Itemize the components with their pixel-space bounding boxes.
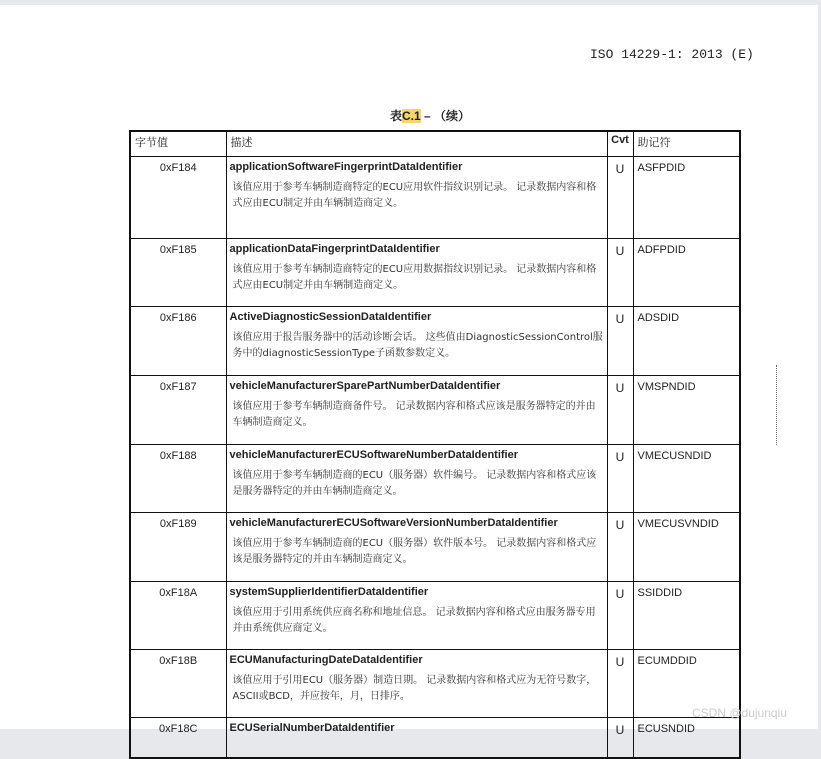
byte-value: 0xF185: [130, 239, 226, 307]
description-cell: [226, 650, 607, 718]
byte-value: 0xF184: [130, 157, 226, 239]
identifier-name: vehicleManufacturerSparePartNumberDataIdentifier: [229, 380, 501, 392]
table-row: [130, 376, 740, 445]
table-caption: [0, 107, 821, 124]
description-cell: [226, 376, 607, 445]
table-row: [130, 157, 740, 239]
description-cell: [226, 239, 607, 307]
identifier-name: ECUManufacturingDateDataIdentifier: [229, 654, 423, 666]
description-text: 该值应用于参考车辆制造商特定的ECU应用数据指纹识别记录。 记录数据内容和格式应由ECU制定并由车辆制造商定义。: [232, 264, 597, 291]
description-cell: [226, 513, 607, 582]
description-text: 该值应用于参考车辆制造商的ECU（服务器）软件编号。 记录数据内容和格式应该是服务器特定的并由车辆制造商定义。: [232, 470, 597, 497]
header-byte-value: 字节值: [130, 131, 226, 157]
scroll-marker: [776, 365, 779, 445]
identifier-name: applicationSoftwareFingerprintDataIdentifier: [229, 161, 463, 173]
cvt-value: U: [607, 307, 633, 376]
mnemonic: VMECUSNDID: [633, 445, 740, 513]
description-cell: [226, 582, 607, 650]
header-mnemonic: 助记符: [633, 131, 740, 157]
mnemonic: ECUMDDID: [633, 650, 740, 718]
byte-value: 0xF18C: [130, 718, 226, 758]
description-text: 该值应用于参考车辆制造商备件号。 记录数据内容和格式应该是服务器特定的并由车辆制造商定义。: [232, 401, 596, 428]
cvt-value: U: [607, 650, 633, 718]
identifier-name: applicationDataFingerprintDataIdentifier: [229, 243, 440, 255]
description-text: 该值应用于参考车辆制造商的ECU（服务器）软件版本号。 记录数据内容和格式应该是服务器特定的并由车辆制造商定义。: [232, 538, 597, 565]
byte-value: 0xF188: [130, 445, 226, 513]
identifier-name: ActiveDiagnosticSessionDataIdentifier: [229, 311, 432, 323]
table-row: [130, 445, 740, 513]
table-header-row: [130, 131, 740, 157]
mnemonic: ECUSNDID: [633, 718, 740, 758]
did-table: [129, 130, 741, 759]
byte-value: 0xF18A: [130, 582, 226, 650]
identifier-name: ECUSerialNumberDataIdentifier: [229, 722, 395, 734]
table-row: [130, 582, 740, 650]
cvt-value: U: [607, 718, 633, 758]
byte-value: 0xF186: [130, 307, 226, 376]
byte-value: 0xF18B: [130, 650, 226, 718]
description-text: 该值应用于引用系统供应商名称和地址信息。 记录数据内容和格式应由服务器专用并由系统供应商定义。: [232, 607, 596, 634]
byte-value: 0xF187: [130, 376, 226, 445]
description-cell: [226, 157, 607, 239]
table-row: [130, 239, 740, 307]
mnemonic: ADFPDID: [633, 239, 740, 307]
watermark: CSDN @dujunqiu: [692, 706, 787, 720]
cvt-value: U: [607, 157, 633, 239]
description-text: 该值应用于报告服务器中的活动诊断会话。 这些值由DiagnosticSessionControl服务中的diagnosticSessionType子函数参数定义。: [232, 332, 603, 359]
description-cell: [226, 445, 607, 513]
description-cell: [226, 718, 607, 758]
mnemonic: ASFPDID: [633, 157, 740, 239]
identifier-name: systemSupplierIdentifierDataIdentifier: [229, 586, 429, 598]
mnemonic: ADSDID: [633, 307, 740, 376]
standard-header: ISO 14229-1: 2013 (E): [590, 47, 754, 62]
description-cell: [226, 307, 607, 376]
cvt-value: U: [607, 445, 633, 513]
identifier-name: vehicleManufacturerECUSoftwareNumberDataIdentifier: [229, 449, 519, 461]
mnemonic: VMSPNDID: [633, 376, 740, 445]
cvt-value: U: [607, 239, 633, 307]
byte-value: 0xF189: [130, 513, 226, 582]
cvt-value: U: [607, 376, 633, 445]
description-text: 该值应用于引用ECU（服务器）制造日期。 记录数据内容和格式应为无符号数字，ASCII或BCD，并应按年，月，日排序。: [232, 675, 597, 702]
caption-highlight: C.1: [401, 109, 421, 123]
table-row: [130, 718, 740, 758]
table-row: [130, 513, 740, 582]
table-row: [130, 650, 740, 718]
description-text: 该值应用于参考车辆制造商特定的ECU应用软件指纹识别记录。 记录数据内容和格式应由ECU制定并由车辆制造商定义。: [232, 182, 597, 209]
caption-suffix: – （续）: [420, 109, 471, 123]
identifier-name: vehicleManufacturerECUSoftwareVersionNumberDataIdentifier: [229, 517, 558, 529]
table-row: [130, 307, 740, 376]
caption-prefix: 表: [389, 109, 402, 123]
mnemonic: SSIDDID: [633, 582, 740, 650]
cvt-value: U: [607, 582, 633, 650]
cvt-value: U: [607, 513, 633, 582]
header-description: 描述: [226, 131, 607, 157]
mnemonic: VMECUSVNDID: [633, 513, 740, 582]
header-cvt: Cvt: [607, 131, 633, 157]
